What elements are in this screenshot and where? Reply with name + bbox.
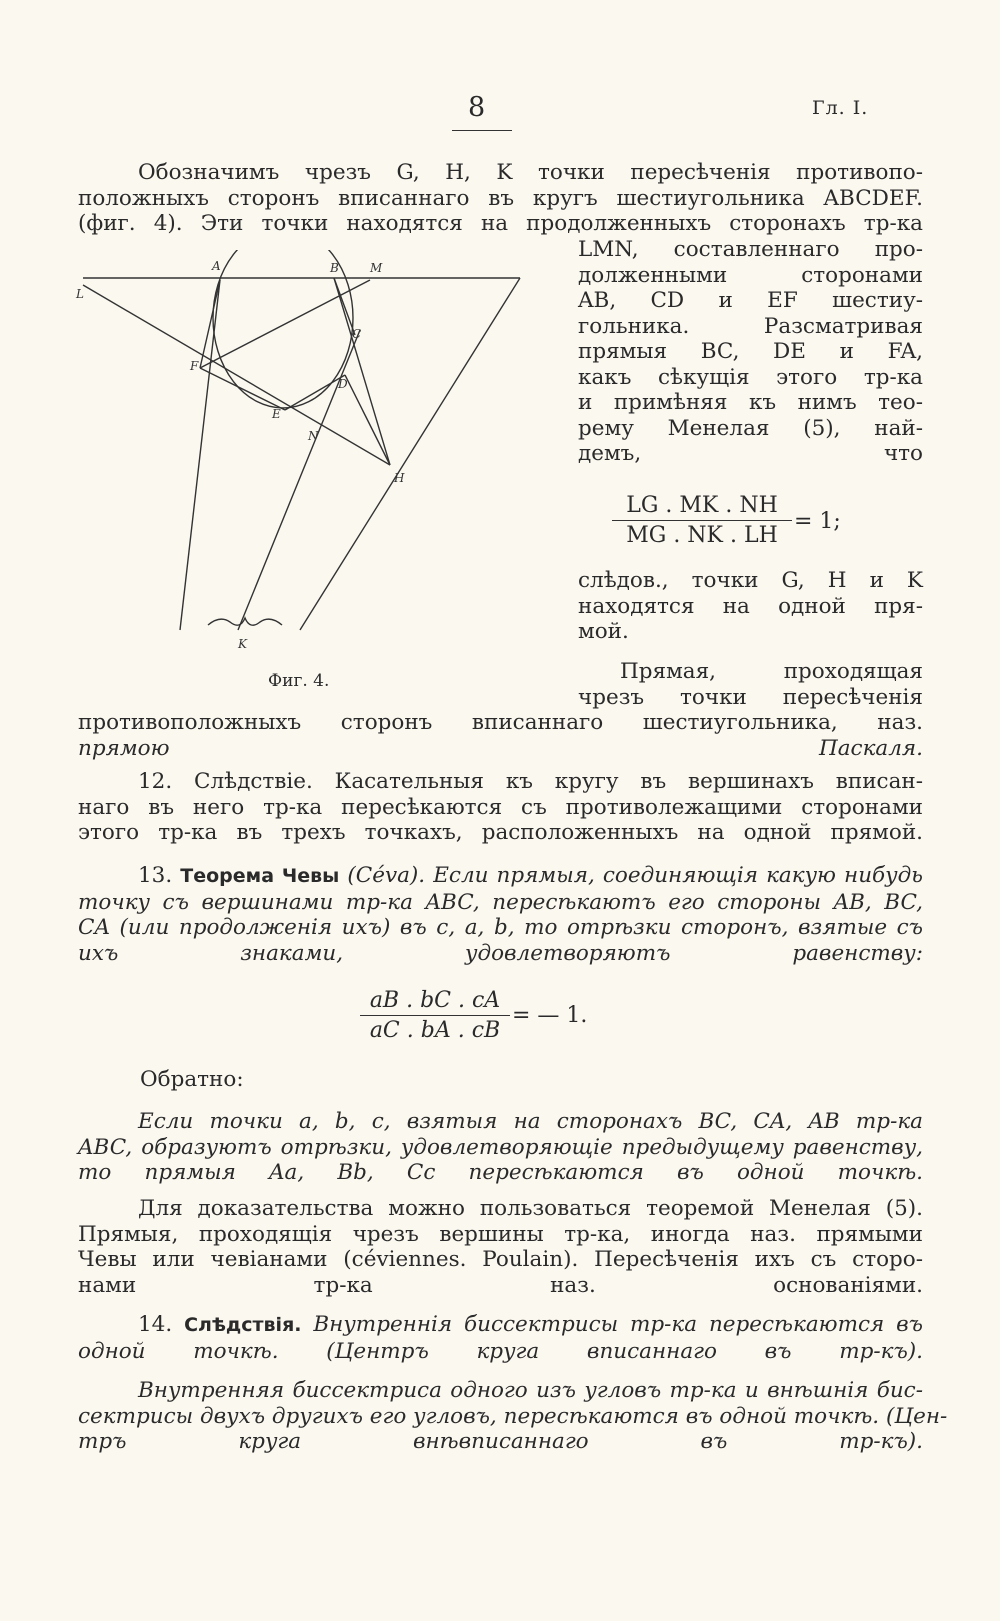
formula-ceva [360, 988, 510, 1043]
proof-line-3: Чевы или чевіанами (céviennes. Poulain). Пересѣченія ихъ съ сторо- [78, 1247, 923, 1272]
section-12-line-2: наго въ него тр-ка пересѣкаются съ противолежащими сторонами [78, 794, 923, 820]
chapter-label: Гл. I. [812, 97, 869, 119]
converse-label: Обратно: [140, 1067, 244, 1092]
pascal-lines-right [578, 659, 923, 710]
right-line-9: демъ, что [578, 441, 923, 466]
right-line-5: прямыя BC, DE и FA, [578, 339, 923, 364]
conclusion-line-1: слѣдов., точки G, H и K [578, 568, 923, 593]
section-14-p2-line-2: сектрисы двухъ другихъ его угловъ, пересѣкаются въ одной точкѣ. (Цен- [78, 1403, 948, 1429]
proof-line-2: Прямыя, проходящія чрезъ вершины тр-ка, иногда наз. прямыми [78, 1221, 923, 1247]
section-14-paragraph-2 [78, 1378, 948, 1455]
formula-ceva-numerator: aB . bC . cA [360, 988, 510, 1016]
section-14-p2-line-1: Внутренняя биссектриса одного изъ угловъ тр-ка и внѣшнія бис- [138, 1378, 923, 1403]
formula-menelaus-rhs: = 1; [794, 509, 841, 534]
label-C: C [352, 327, 362, 341]
line-M-F [200, 280, 370, 368]
section-14-title: Слѣдствія. [184, 1314, 302, 1336]
section-13-ceva: (Céva). [347, 863, 426, 888]
label-E: E [272, 407, 281, 421]
right-line-7: и примѣняя къ нимъ тео- [578, 390, 923, 415]
label-B: B [330, 261, 339, 275]
line-FE [200, 368, 285, 410]
label-K: K [238, 637, 247, 651]
proof-line-1: Для доказательства можно пользоваться теоремой Менелая (5). [138, 1196, 923, 1221]
formula-menelaus-denominator: MG . NK . LH [626, 523, 778, 548]
intro-line-1: Обозначимъ чрезъ G, H, K точки пересѣченія противопо- [138, 160, 923, 185]
section-12-line-3: этого тр-ка въ трехъ точкахъ, расположенныхъ на одной прямой. [78, 820, 923, 845]
pascal-line-full [78, 710, 923, 761]
intro-line-3: (фиг. 4). Эти точки находятся на продолженныхъ сторонахъ тр-ка [78, 211, 923, 236]
figure-4-diagram [60, 250, 540, 670]
converse-line-2: ABC, образуютъ отрѣзки, удовлетворяющіе предыдущему равенству, [78, 1134, 923, 1160]
page-number: 8 [468, 92, 486, 123]
conclusion-text [578, 568, 923, 645]
converse-line-3: то прямыя Aa, Bb, Cc пересѣкаются въ одной точкѣ. [78, 1160, 923, 1185]
right-line-6: какъ сѣкущія этого тр-ка [578, 364, 923, 390]
label-H: H [394, 471, 405, 485]
converse-text [78, 1109, 923, 1186]
pascal-line-1: Прямая, проходящая [620, 659, 923, 684]
section-13-line-2: точку съ вершинами тр-ка ABC, пересѣкаютъ его стороны AB, BC, [78, 889, 923, 915]
line-ED [285, 375, 345, 410]
right-line-3: AB, CD и EF шестиу- [578, 288, 923, 313]
conclusion-line-2: находятся на одной пря- [578, 593, 923, 619]
line-CN [238, 330, 360, 630]
pascal-line-3: противоположныхъ сторонъ вписаннаго шестиугольника, наз. [78, 710, 923, 735]
brace-K [208, 618, 282, 625]
section-14-line-1 [78, 1312, 923, 1339]
line-AF-extended [180, 280, 220, 630]
section-14-text-1: Внутреннія биссектрисы тр-ка пересѣкаются въ [313, 1312, 923, 1337]
section-13-line-1 [78, 863, 923, 890]
right-line-8: рему Менелая (5), най- [578, 415, 923, 441]
section-14-p2-line-3: тръ круга внѣвписаннаго въ тр-къ). [78, 1429, 923, 1454]
proof-line-4: нами тр-ка наз. основаніями. [78, 1272, 923, 1298]
section-13-number: 13. [138, 863, 173, 888]
section-13-line-3: CA (или продолженія ихъ) въ c, a, b, то отрѣзки сторонъ, взятые съ [78, 915, 923, 940]
right-column-text [578, 237, 923, 467]
line-AF [200, 280, 220, 368]
section-12 [78, 769, 923, 846]
section-14-number: 14. [138, 1312, 173, 1337]
label-L: L [76, 287, 84, 301]
conclusion-line-3: мой. [578, 619, 629, 644]
page-number-rule [452, 130, 512, 131]
section-14-line-2: одной точкѣ. (Центръ круга вписаннаго въ тр-къ). [78, 1338, 923, 1364]
label-N: N [308, 429, 319, 443]
proof-paragraph [78, 1196, 923, 1298]
section-12-line-1: 12. Слѣдствіе. Касательныя къ кругу въ вершинахъ вписан- [138, 769, 923, 794]
label-A: A [212, 259, 221, 273]
right-line-4: гольника. Разсматривая [578, 313, 923, 339]
intro-paragraph [78, 160, 923, 237]
line-MN [300, 278, 520, 630]
section-13-text-1: Если прямыя, соединяющія какую нибудь [433, 863, 923, 888]
section-13 [78, 863, 923, 966]
pascal-line-2: чрезъ точки пересѣченія [578, 684, 923, 710]
right-line-2: долженными сторонами [578, 262, 923, 288]
formula-menelaus-numerator: LG . MK . NH [612, 493, 792, 521]
section-13-line-4: ихъ знаками, удовлетворяютъ равенству: [78, 940, 923, 966]
section-14 [78, 1312, 923, 1364]
label-M: M [370, 261, 383, 275]
converse-line-1: Если точки a, b, c, взятыя на сторонахъ BC, CA, AB тр-ка [138, 1109, 923, 1134]
pascal-line-term: прямою Паскаля. [78, 735, 923, 761]
section-13-title: Теорема Чевы [180, 865, 340, 887]
label-F: F [190, 359, 199, 373]
intro-line-2: положныхъ сторонъ вписаннаго въ кругъ шестиугольника ABCDEF. [78, 185, 923, 211]
right-line-1: LMN, составленнаго про- [578, 237, 923, 262]
label-D: D [338, 377, 348, 391]
formula-menelaus [612, 493, 792, 548]
formula-ceva-rhs: = — 1. [512, 1003, 588, 1028]
figure-caption: Фиг. 4. [268, 671, 330, 691]
formula-ceva-denominator: aC . bA . cB [369, 1018, 501, 1043]
